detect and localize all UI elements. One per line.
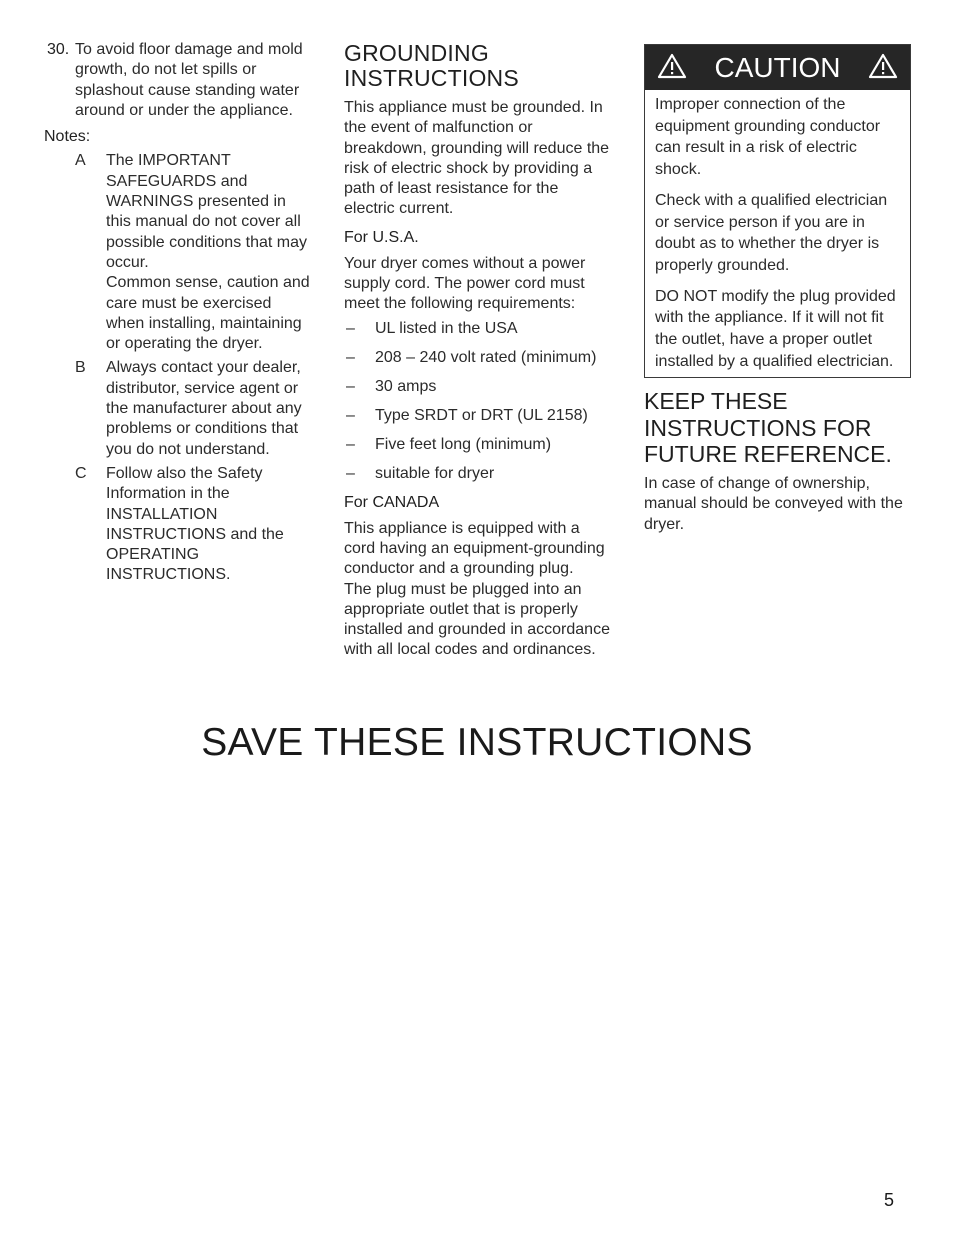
- page-number: 5: [884, 1190, 895, 1210]
- requirement-item: [344, 464, 612, 484]
- requirement-text: suitable for dryer: [375, 464, 495, 482]
- requirement-text: Five feet long (minimum): [375, 435, 552, 453]
- caution-header: [645, 45, 910, 90]
- warning-triangle-icon: [657, 53, 687, 79]
- caution-paragraph: Improper connection of the equipment grounding conductor can result in a risk of electric shock.: [655, 96, 881, 179]
- requirement-text: UL listed in the USA: [375, 319, 518, 337]
- caution-box: [644, 44, 911, 378]
- requirement-text: 208 – 240 volt rated (minimum): [375, 348, 597, 366]
- dash-bullet: –: [346, 464, 355, 482]
- note-a: [44, 151, 312, 354]
- safety-item-30: [44, 40, 312, 121]
- dash-bullet: –: [346, 406, 355, 424]
- requirement-item: [344, 377, 612, 397]
- caution-title: CAUTION: [714, 52, 841, 83]
- usa-heading: For U.S.A.: [344, 228, 419, 246]
- dash-bullet: –: [346, 348, 355, 366]
- note-b: [44, 358, 312, 459]
- notes-label: Notes:: [44, 128, 91, 146]
- caution-body: [645, 90, 910, 377]
- keep-instructions-heading: KEEP THESE INSTRUCTIONS FOR FUTURE REFERENCE.: [644, 388, 892, 468]
- note-letter: C: [75, 464, 87, 482]
- item-number: 30.: [47, 41, 70, 58]
- note-text: Always contact your dealer, distributor, service agent or the manufacturer about any problems or conditions that you do not understand.: [106, 359, 302, 458]
- keep-instructions-text: In case of change of ownership, manual should be conveyed with the dryer.: [644, 474, 903, 533]
- note-text: The IMPORTANT SAFEGUARDS and WARNINGS presented in this manual do not cover all possible conditions that may occur.: [106, 152, 307, 271]
- requirement-item: [344, 348, 612, 368]
- caution-paragraph: Check with a qualified electrician or service person if you are in doubt as to whether the dryer is properly grounded.: [655, 191, 888, 274]
- note-c: [44, 464, 312, 586]
- item-text: To avoid floor damage and mold growth, do not let spills or splashout cause standing water around or under the appliance.: [75, 41, 303, 119]
- usa-text: Your dryer comes without a power supply cord. The power cord must meet the following requirements:: [344, 254, 586, 313]
- requirement-text: Type SRDT or DRT (UL 2158): [375, 406, 588, 424]
- note-text-continued: Common sense, caution and care must be exercised when installing, maintaining or operating the dryer.: [106, 274, 310, 353]
- requirement-text: 30 amps: [375, 377, 437, 395]
- dash-bullet: –: [346, 435, 355, 453]
- dash-bullet: –: [346, 377, 355, 395]
- requirement-item: [344, 406, 612, 426]
- left-column: [44, 40, 312, 586]
- note-text: Follow also the Safety Information in the INSTALLATION INSTRUCTIONS and the OPERATING INSTRUCTIONS.: [106, 464, 284, 584]
- grounding-intro: This appliance must be grounded. In the event of malfunction or breakdown, grounding will reduce the risk of electric shock by providing a path of least resistance for the electric current.: [344, 99, 610, 218]
- canada-text: This appliance is equipped with a cord having an equipment-grounding conductor and a grounding plug.: [344, 519, 605, 578]
- caution-paragraph: DO NOT modify the plug provided with the appliance. If it will not fit the outlet, have a proper outlet installed by a qualified electrician.: [655, 287, 896, 370]
- note-letter: B: [75, 359, 86, 377]
- requirement-item: [344, 319, 612, 339]
- grounding-heading: GROUNDING INSTRUCTIONS: [344, 40, 519, 91]
- warning-triangle-icon: [868, 53, 898, 79]
- requirement-item: [344, 435, 612, 455]
- save-instructions-heading: SAVE THESE INSTRUCTIONS: [201, 721, 753, 764]
- canada-heading: For CANADA: [344, 493, 440, 511]
- right-column: [644, 44, 911, 535]
- middle-column: [344, 40, 612, 661]
- dash-bullet: –: [346, 319, 355, 337]
- canada-text-continued: The plug must be plugged into an appropriate outlet that is properly installed and grounded in accordance with all local codes and ordinances.: [344, 580, 610, 659]
- note-letter: A: [75, 152, 86, 170]
